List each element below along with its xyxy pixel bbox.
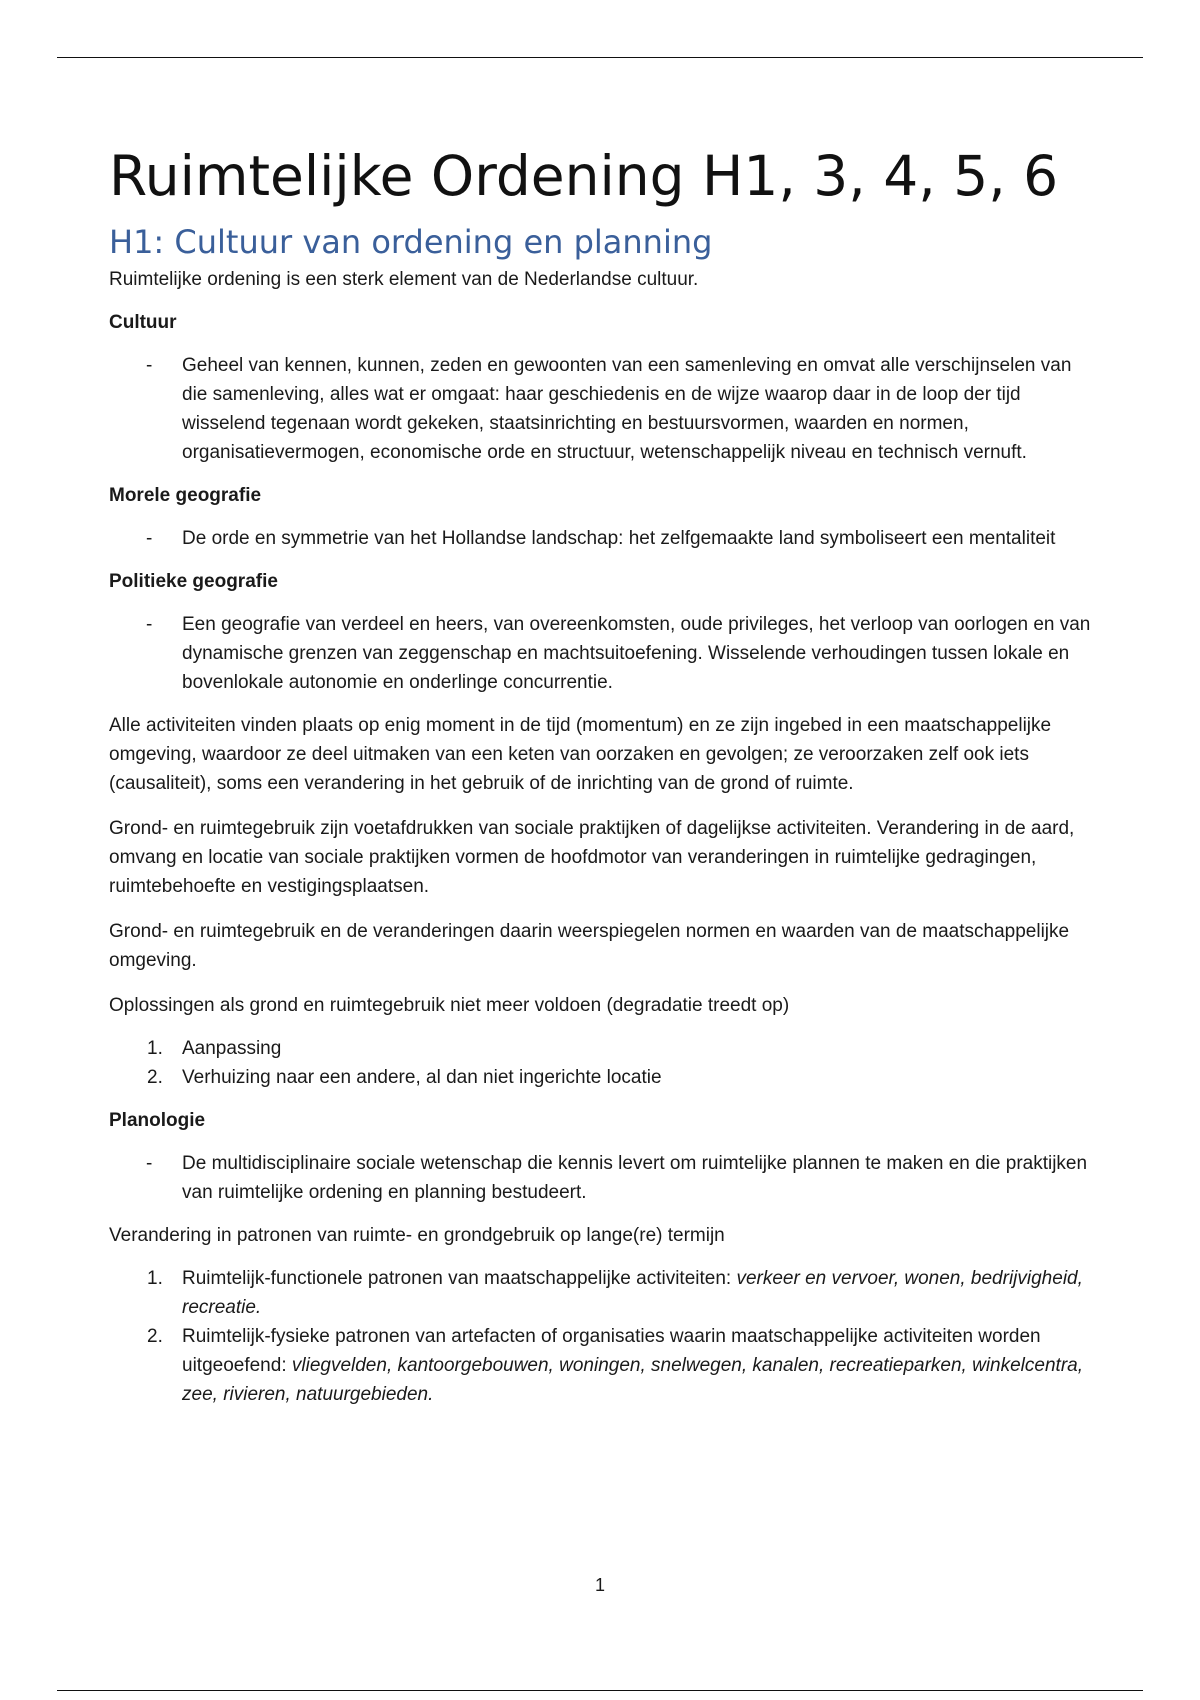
- politieke-list: [109, 610, 1099, 697]
- morele-definition: De orde en symmetrie van het Hollandse landschap: het zelfgemaakte land symboliseert een mentaliteit: [182, 528, 1056, 549]
- number-marker: 1.: [147, 1268, 163, 1289]
- paragraph-normen: Grond- en ruimtegebruik en de veranderingen daarin weerspiegelen normen en waarden van de maatschappelijke omgeving.: [109, 921, 1070, 971]
- number-marker: 2.: [147, 1067, 163, 1088]
- footer-rule: [57, 1690, 1143, 1691]
- list-item: [109, 1322, 1099, 1409]
- oplossing-text: Aanpassing: [182, 1038, 282, 1059]
- verandering-lead: Verandering in patronen van ruimte- en grondgebruik op lange(re) termijn: [109, 1225, 725, 1246]
- number-marker: 2.: [147, 1326, 163, 1347]
- document-page: [109, 144, 1099, 1423]
- politieke-geografie-heading: Politieke geografie: [109, 571, 278, 592]
- list-item: [109, 1264, 1099, 1322]
- list-item: [109, 1034, 1099, 1063]
- planologie-heading: Planologie: [109, 1110, 206, 1131]
- paragraph-grondgebruik: Grond- en ruimtegebruik zijn voetafdrukken van sociale praktijken of dagelijkse activiteiten. Verandering in de aard, omvang en locatie van sociale praktijken vormen de hoofdmotor van veranderingen in ruimtelijke gedragingen, ruimtebehoefte en vestigingsplaatsen.: [109, 818, 1075, 897]
- paragraph-activiteiten: Alle activiteiten vinden plaats op enig moment in de tijd (momentum) en ze zijn ingebed in een maatschappelijke omgeving, waardoor ze deel uitmaken van een keten van oorzaken en gevolgen; ze veroorzaken zelf ook iets (causaliteit), soms een verandering in het gebruik of de inrichting van de grond of ruimte.: [109, 715, 1052, 794]
- verandering-text: [182, 1268, 1083, 1318]
- list-item: [109, 1063, 1099, 1092]
- cultuur-list: [109, 351, 1099, 467]
- planologie-definition: De multidisciplinaire sociale wetenschap die kennis levert om ruimtelijke plannen te maken en die praktijken van ruimtelijke ordening en planning bestudeert.: [182, 1153, 1088, 1203]
- item-text-plain: Ruimtelijk-fysieke patronen van artefacten of organisaties waarin maatschappelijke activiteiten worden uitgeoefend:: [182, 1326, 1041, 1376]
- item-text-plain: Ruimtelijk-functionele patronen van maatschappelijke activiteiten:: [182, 1268, 737, 1289]
- list-item: [109, 351, 1099, 467]
- cultuur-heading: Cultuur: [109, 312, 177, 333]
- chapter-heading: H1: Cultuur van ordening en planning: [109, 223, 713, 261]
- page-number: 1: [594, 1575, 605, 1595]
- dash-marker: -: [146, 528, 153, 549]
- header-rule: [57, 57, 1143, 58]
- dash-marker: -: [146, 614, 153, 635]
- morele-geografie-heading: Morele geografie: [109, 485, 262, 506]
- list-item: [109, 610, 1099, 697]
- verandering-text: [182, 1326, 1083, 1405]
- oplossing-text: Verhuizing naar een andere, al dan niet ingerichte locatie: [182, 1067, 662, 1088]
- oplossingen-list: [109, 1034, 1099, 1092]
- cultuur-definition: Geheel van kennen, kunnen, zeden en gewoonten van een samenleving en omvat alle verschijnselen van die samenleving, alles wat er omgaat: haar geschiedenis en de wijze waarop daar in de loop der tijd wisselend tegenaan wordt gekeken, staatsinrichting en bestuursvormen, waarden en normen, organisatievermogen, economische orde en structuur, wetenschappelijk niveau en technisch vernuft.: [182, 355, 1072, 463]
- verandering-list: [109, 1264, 1099, 1409]
- intro-paragraph: Ruimtelijke ordening is een sterk element van de Nederlandse cultuur.: [109, 269, 699, 290]
- dash-marker: -: [146, 355, 153, 376]
- list-item: [109, 1149, 1099, 1207]
- politieke-definition: Een geografie van verdeel en heers, van overeenkomsten, oude privileges, het verloop van oorlogen en van dynamische grenzen van zeggenschap en machtsuitoefening. Wisselende verhoudingen tussen lokale en bovenlokale autonomie en onderlinge concurrentie.: [182, 614, 1091, 693]
- morele-list: [109, 524, 1099, 553]
- item-text-italic: vliegvelden, kantoorgebouwen, woningen, snelwegen, kanalen, recreatieparken, winkelcentra, zee, rivieren, natuurgebieden.: [182, 1355, 1083, 1405]
- dash-marker: -: [146, 1153, 153, 1174]
- planologie-list: [109, 1149, 1099, 1207]
- item-text-italic: verkeer en vervoer, wonen, bedrijvigheid, recreatie.: [182, 1268, 1083, 1318]
- list-item: [109, 524, 1099, 553]
- oplossingen-lead: Oplossingen als grond en ruimtegebruik niet meer voldoen (degradatie treedt op): [109, 995, 790, 1016]
- number-marker: 1.: [147, 1038, 163, 1059]
- document-title: Ruimtelijke Ordening H1, 3, 4, 5, 6: [109, 144, 1059, 208]
